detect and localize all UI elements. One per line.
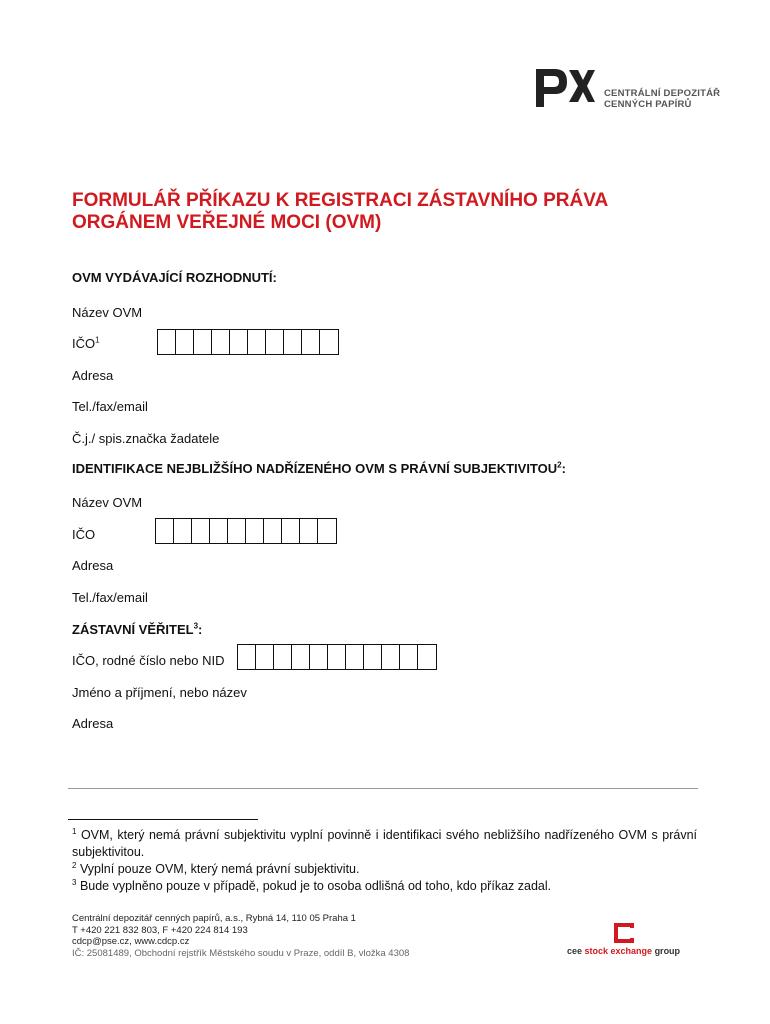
ovm-ico-input[interactable] (157, 329, 339, 355)
ico-digit-box[interactable] (248, 330, 266, 354)
ico-digit-box[interactable] (192, 519, 210, 543)
ico-digit-box[interactable] (212, 330, 230, 354)
logo-line-2: CENNÝCH PAPÍRŮ (604, 99, 692, 110)
id-digit-box[interactable] (328, 645, 346, 669)
footnote-text: OVM, který nemá právní subjektivitu vyplní povinně i identifikaci svého nebližšího nadřízeného OVM s právní subjektivitou. (72, 828, 697, 859)
footnote-number: 1 (72, 826, 77, 836)
creditor-name-label: Jméno a příjmení, nebo název (72, 685, 247, 700)
ico-digit-box[interactable] (320, 330, 338, 354)
footnote-1 (72, 827, 697, 861)
footer-line-2: T +420 221 832 803, F +420 224 814 193 (72, 924, 248, 936)
ico-digit-box[interactable] (230, 330, 248, 354)
section3-heading-text: ZÁSTAVNÍ VĚŘITEL (72, 622, 194, 637)
section-creditor-heading (72, 622, 202, 637)
id-digit-box[interactable] (364, 645, 382, 669)
section2-heading-text: IDENTIFIKACE NEJBLIŽŠÍHO NADŘÍZENÉHO OVM S PRÁVNÍ SUBJEKTIVITOU (72, 461, 558, 476)
company-logo-text (604, 88, 720, 110)
footer-address (72, 913, 409, 959)
id-digit-box[interactable] (274, 645, 292, 669)
section3-heading-colon: : (198, 622, 203, 637)
footnote-3 (72, 878, 697, 895)
id-digit-box[interactable] (292, 645, 310, 669)
ico-digit-box[interactable] (302, 330, 320, 354)
logo-line-1: CENTRÁLNÍ DEPOZITÁŘ (604, 88, 721, 99)
ovm-address-label: Adresa (72, 368, 114, 383)
cee-text-prefix: cee (567, 946, 585, 956)
cee-text-suffix: group (652, 946, 681, 956)
id-digit-box[interactable] (418, 645, 436, 669)
footnote-2 (72, 861, 697, 878)
title-line-1: FORMULÁŘ PŘÍKAZU K REGISTRACI ZÁSTAVNÍHO PRÁVA (72, 190, 609, 211)
ovm-reference-label: Č.j./ spis.značka žadatele (72, 431, 220, 446)
ovm-name-label: Název OVM (72, 305, 143, 320)
footnote-number: 2 (72, 860, 77, 870)
ico-digit-box[interactable] (300, 519, 318, 543)
ico-digit-box[interactable] (174, 519, 192, 543)
superior-contact-label: Tel./fax/email (72, 590, 148, 605)
title-line-2: ORGÁNEM VEŘEJNÉ MOCI (OVM) (72, 212, 382, 233)
creditor-id-label: IČO, rodné číslo nebo NID (72, 653, 225, 668)
footer-line-4: IČ: 25081489, Obchodní rejstřík Městského soudu v Praze, oddíl B, vložka 4308 (72, 947, 410, 959)
id-digit-box[interactable] (238, 645, 256, 669)
content-divider (68, 788, 698, 789)
id-digit-box[interactable] (382, 645, 400, 669)
footnote-text: Bude vyplněno pouze v případě, pokud je to osoba odlišná od toho, kdo příkaz zadal. (79, 879, 552, 893)
footer-line-3: cdcp@pse.cz, www.cdcp.cz (72, 936, 190, 947)
creditor-address-label: Adresa (72, 716, 114, 731)
ico-digit-box[interactable] (264, 519, 282, 543)
ico-digit-box[interactable] (156, 519, 174, 543)
ico-digit-box[interactable] (158, 330, 176, 354)
ico-digit-box[interactable] (194, 330, 212, 354)
ico-digit-box[interactable] (210, 519, 228, 543)
id-digit-box[interactable] (310, 645, 328, 669)
footnote-divider (68, 819, 258, 820)
cdcp-logo-icon (533, 66, 595, 110)
id-digit-box[interactable] (400, 645, 418, 669)
footnote-text: Vyplní pouze OVM, který nemá právní subjektivitu. (79, 862, 360, 876)
ovm-contact-label: Tel./fax/email (72, 399, 148, 414)
section-superior-ovm-heading (72, 461, 566, 476)
footnote-ref-1: 1 (95, 335, 100, 345)
ovm-ico-label (72, 336, 100, 351)
section-issuing-ovm-heading: OVM VYDÁVAJÍCÍ ROZHODNUTÍ: (72, 270, 277, 285)
superior-ico-input[interactable] (155, 518, 337, 544)
footnote-ref-3: 3 (193, 621, 199, 631)
footnote-ref-2: 2 (557, 460, 562, 470)
ico-digit-box[interactable] (318, 519, 336, 543)
creditor-id-input[interactable] (237, 644, 437, 670)
superior-name-label: Název OVM (72, 495, 143, 510)
ico-label-text: IČO (72, 336, 96, 351)
footnote-number: 3 (72, 877, 77, 887)
ico-digit-box[interactable] (266, 330, 284, 354)
id-digit-box[interactable] (256, 645, 274, 669)
ico-digit-box[interactable] (246, 519, 264, 543)
ico-digit-box[interactable] (176, 330, 194, 354)
ico-digit-box[interactable] (284, 330, 302, 354)
ico-digit-box[interactable] (228, 519, 246, 543)
cee-text-red: stock exchange (584, 946, 653, 956)
id-digit-box[interactable] (346, 645, 364, 669)
superior-address-label: Adresa (72, 558, 114, 573)
superior-ico-label: IČO (72, 527, 96, 542)
page-title (72, 190, 608, 234)
cee-group-logo-text (567, 946, 680, 956)
footer-line-1: Centrální depozitář cenných papírů, a.s., Rybná 14, 110 05 Praha 1 (72, 913, 356, 924)
section2-heading-colon: : (561, 461, 566, 476)
ico-digit-box[interactable] (282, 519, 300, 543)
cee-group-logo-icon (613, 922, 635, 944)
